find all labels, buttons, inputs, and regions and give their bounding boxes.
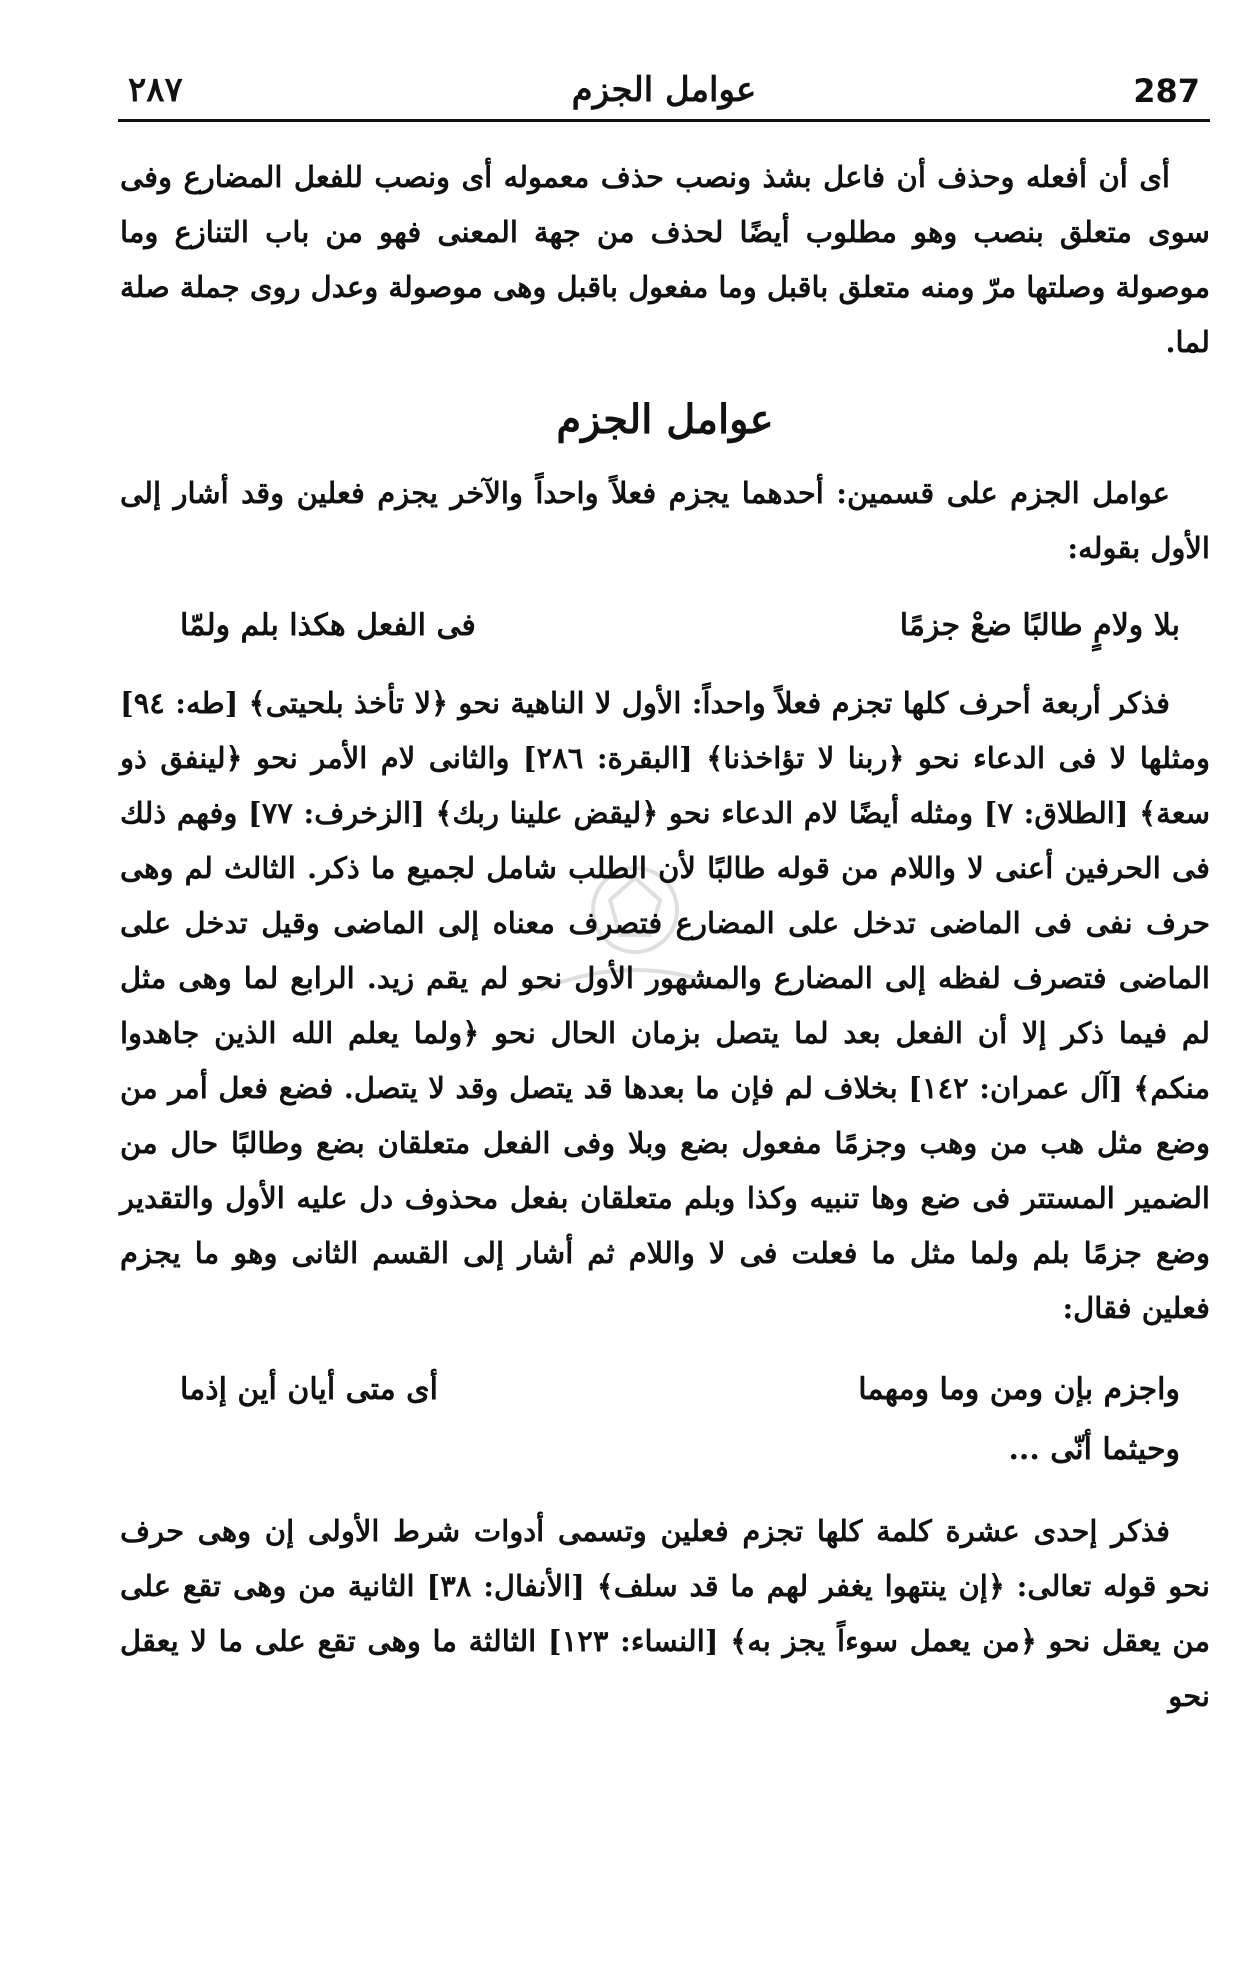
page-number-arabic: ٢٨٧ — [128, 70, 183, 110]
paragraph-4: فذكر إحدى عشرة كلمة كلها تجزم فعلين وتسمى أدوات شرط الأولى إن وهى حرف نحو قوله تعالى: ﴿إن ينتهوا يغفر لهم ما قد سلف﴾ [الأنفال: ٣٨] الثانية من وهى تقع على من يعقل نحو ﴿من يعمل سوءاً يجز به﴾ [النساء: ١٢٣] الثالثة ما وهى تقع على ما لا يعقل نحو — [120, 1514, 1211, 1713]
verse-1 — [120, 576, 1210, 676]
header-rule — [118, 119, 1210, 122]
paragraph-1: أى أن أفعله وحذف أن فاعل بشذ ونصب حذف معموله أى ونصب للفعل المضارع وفى سوى متعلق بنصب وهو مطلوب أيضًا لحذف من جهة المعنى فهو من باب التنازع وما موصولة وصلتها مرّ ومنه متعلق باقبل وما مفعول باقبل وهى موصولة وعدل روى جملة صلة لما. — [120, 160, 1210, 359]
running-title: عوامل الجزم — [571, 70, 757, 110]
page-body — [120, 150, 1210, 1724]
section-title: عوامل الجزم — [556, 396, 774, 443]
verse-1-second-hemistich: فى الفعل هكذا بلم ولمّا — [180, 608, 476, 643]
verse-1-first-hemistich: بلا ولامٍ طالبًا ضعْ جزمًا — [899, 608, 1180, 643]
paragraph-3: فذكر أربعة أحرف كلها تجزم فعلاً واحداً: الأول لا الناهية نحو ﴿لا تأخذ بلحيتى﴾ [طه: ٩٤] ومثلها لا فى الدعاء نحو ﴿ربنا لا تؤاخذنا﴾ [البقرة: ٢٨٦] والثانى لام الأمر نحو ﴿لينفق ذو سعة﴾ [الطلاق: ٧] ومثله أيضًا لام الدعاء نحو ﴿ليقض علينا ربك﴾ [الزخرف: ٧٧] وفهم ذلك فى الحرفين أعنى لا واللام من قوله طالبًا لأن الطلب شامل لجميع ما ذكر. الثالث لم وهى حرف نفى فى الماضى تدخل على المضارع فتصرف معناه إلى الماضى وقيل تدخل على الماضى فتصرف لفظه إلى المضارع والمشهور الأول نحو لم يقم زيد. الرابع لما وهى مثل لم فيما ذكر إلا أن الفعل بعد لما يتصل بزمان الحال نحو ﴿ولما يعلم الله الذين جاهدوا منكم﴾ [آل عمران: ١٤٢] بخلاف لم فإن ما بعدها قد يتصل وقد لا يتصل. فضع فعل أمر من وضع مثل هب من وهب وجزمًا مفعول بضع وبلا وفى الفعل متعلقان بضع وطالبًا حال من الضمير المستتر فى ضع وها تنبيه وكذا وبلم متعلقان بفعل محذوف دل عليه الأول والتقدير وضع جزمًا بلم ولما مثل ما فعلت فى لا واللام ثم أشار إلى القسم الثانى وهو ما يجزم فعلين فقال: — [120, 686, 1211, 1325]
page-header — [118, 62, 1210, 114]
verse-2-second-hemistich: أى متى أيان أين إذما — [180, 1372, 439, 1407]
verse-2-continuation: وحيثما أنّى ... — [1008, 1432, 1180, 1467]
verse-2 — [120, 1336, 1210, 1504]
page-number-latin: 287 — [1133, 72, 1200, 110]
verse-2-first-hemistich: واجزم بإن ومن وما ومهما — [858, 1372, 1180, 1407]
paragraph-2: عوامل الجزم على قسمين: أحدهما يجزم فعلاً واحداً والآخر يجزم فعلين وقد أشار إلى الأول بقوله: — [120, 476, 1210, 565]
